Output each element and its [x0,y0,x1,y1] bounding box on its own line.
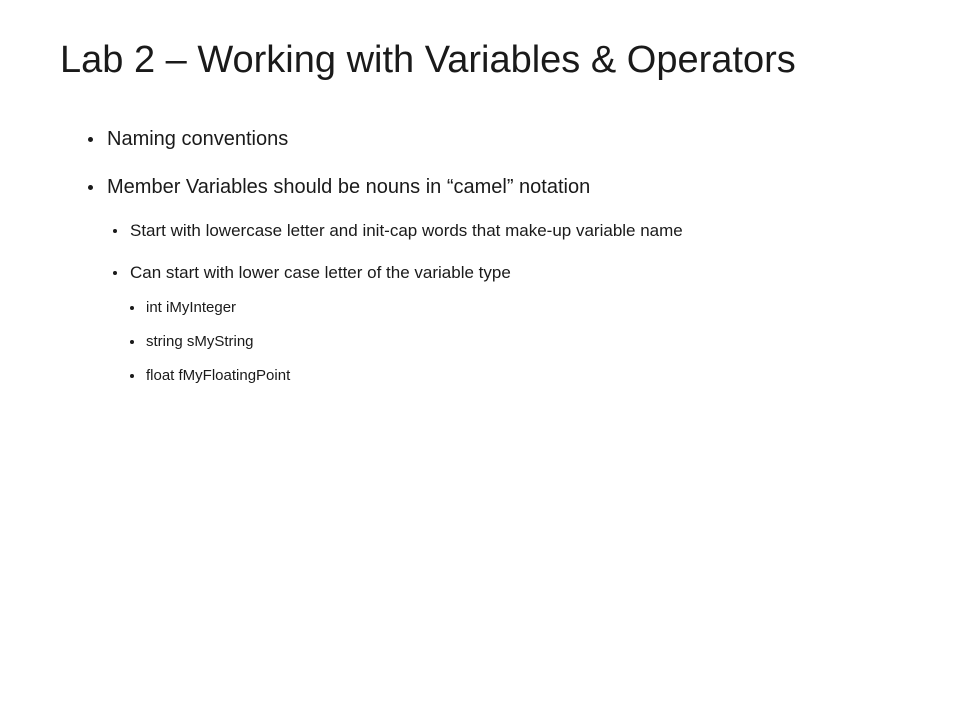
sub-sub-bullet-item [130,367,290,384]
bullet-dot-icon [130,340,134,344]
sub-bullet-text: Can start with lower case letter of the variable type [130,263,511,282]
sub-bullet-text: Start with lowercase letter and init-cap words that make-up variable name [130,221,683,240]
bullet-dot-icon [130,374,134,378]
slide-title: Lab 2 – Working with Variables & Operators [60,39,796,81]
bullet-item [88,176,590,199]
bullet-text: Member Variables should be nouns in “camel” notation [107,176,591,198]
sub-sub-bullet-text: float fMyFloatingPoint [146,367,291,384]
sub-sub-bullet-item [130,333,254,350]
sub-sub-bullet-item [130,299,236,316]
bullet-dot-icon [88,185,93,190]
bullet-text: Naming conventions [107,128,289,150]
sub-sub-bullet-text: string sMyString [146,333,254,350]
bullet-dot-icon [88,137,93,142]
sub-bullet-item [113,221,683,241]
bullet-item [88,128,288,151]
bullet-dot-icon [113,229,117,233]
sub-sub-bullet-text: int iMyInteger [146,299,237,316]
bullet-dot-icon [130,306,134,310]
bullet-dot-icon [113,271,117,275]
sub-bullet-item [113,263,511,283]
